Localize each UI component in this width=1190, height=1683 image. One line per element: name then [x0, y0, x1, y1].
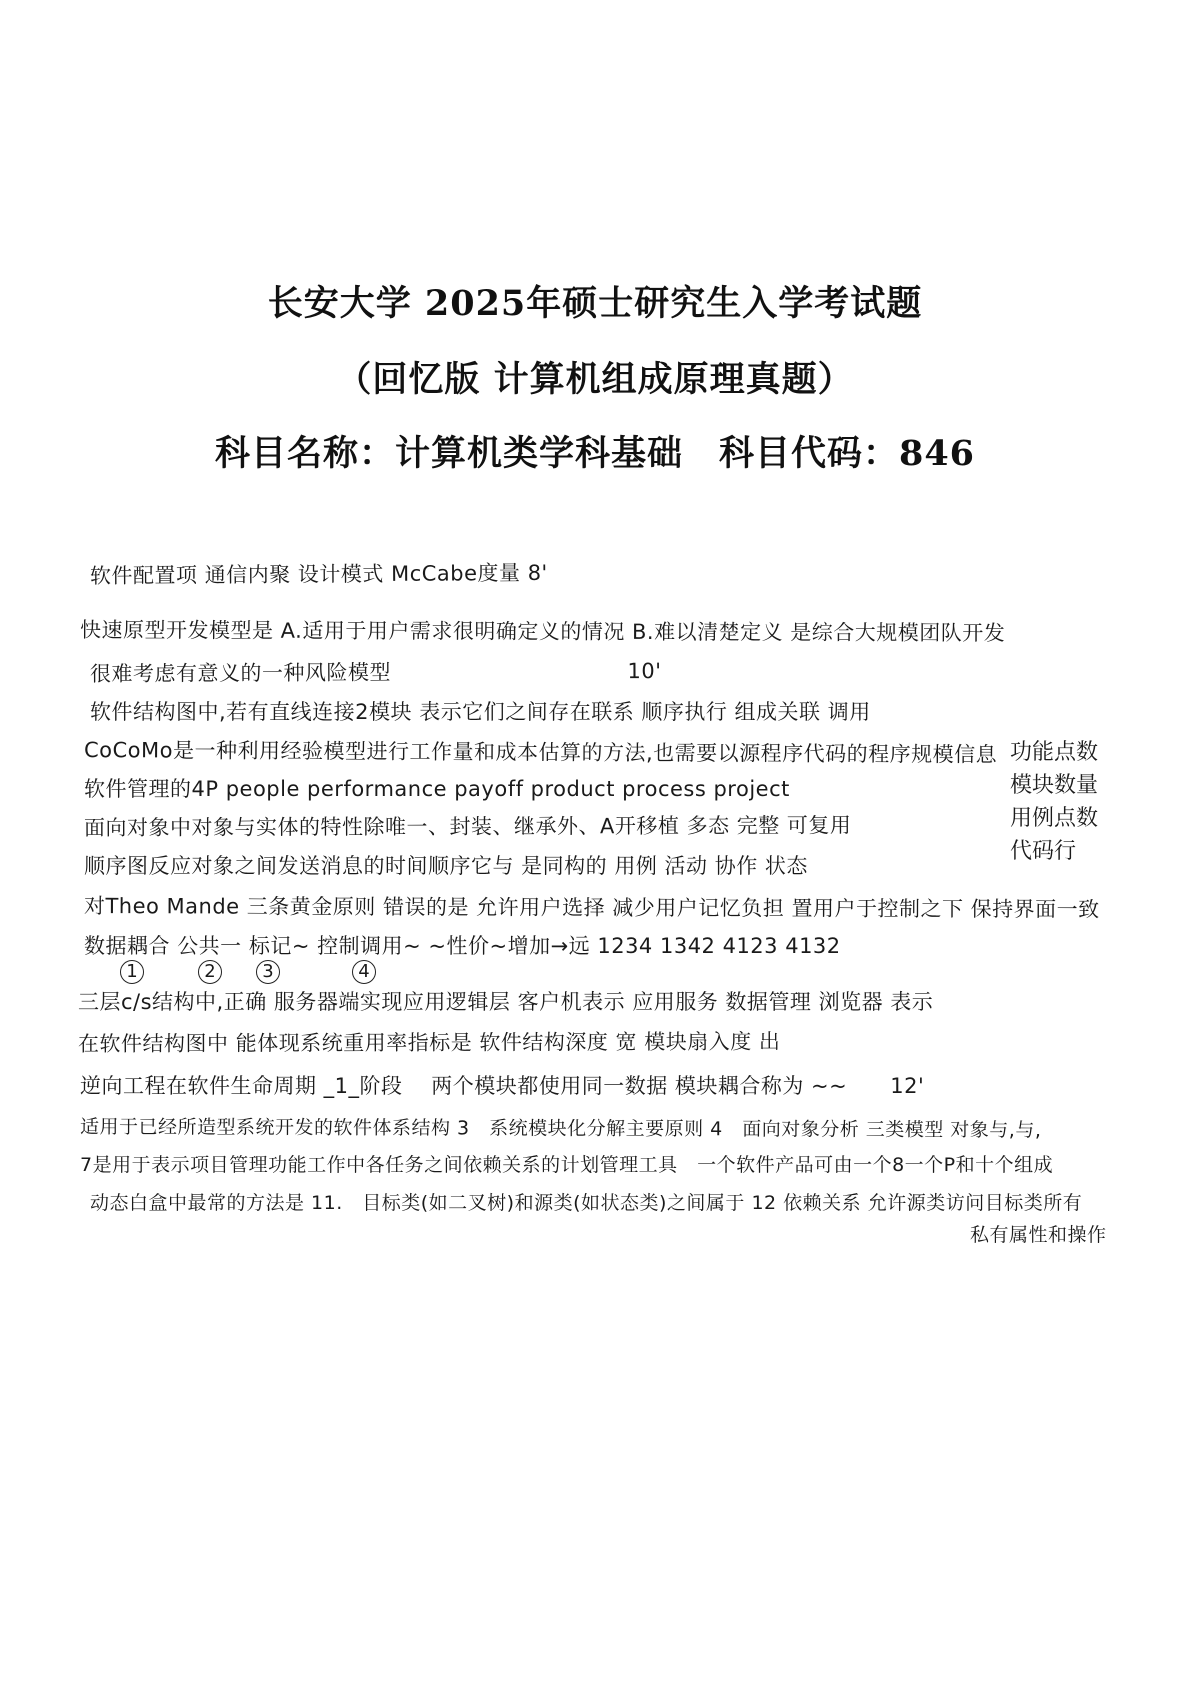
note-line: 软件结构图中,若有直线连接2模块 表示它们之间存在联系 顺序执行 组成关联 调用	[90, 700, 871, 724]
note-line: 软件管理的4P people performance payoff product process project	[84, 777, 790, 801]
side-note-2: 模块数量	[1010, 773, 1099, 798]
note-line: 快速原型开发模型是 A.适用于用户需求很明确定义的情况 B.难以清楚定义 是综合大规模团队开发	[79, 618, 1006, 646]
note-line: 在软件结构图中 能体现系统重用率指标是 软件结构深度 宽 模块扇入度 出	[77, 1029, 781, 1056]
note-line: 私有属性和操作	[970, 1224, 1107, 1246]
circled-number: 4	[352, 960, 376, 984]
note-line: 7是用于表示项目管理功能工作中各任务之间依赖关系的计划管理工具 一个软件产品可由一个8一个P和十个组成	[80, 1154, 1054, 1176]
note-line: CoCoMo是一种利用经验模型进行工作量和成本估算的方法,也需要以源程序代码的程序规模信息	[83, 738, 998, 767]
note-line: 顺序图反应对象之间发送消息的时间顺序它与 是同构的 用例 活动 协作 状态	[84, 854, 808, 878]
side-note-1: 功能点数	[1010, 740, 1099, 765]
circled-number: 3	[256, 960, 280, 984]
note-line: 三层c/s结构中,正确 服务器端实现应用逻辑层 客户机表示 应用服务 数据管理 浏览器 表示	[78, 990, 934, 1014]
note-line: 对Theo Mande 三条黄金原则 错误的是 允许用户选择 减少用户记忆负担 置用户于控制之下 保持界面一致	[83, 894, 1100, 922]
handwritten-notes	[70, 560, 1130, 1340]
note-line: 面向对象中对象与实体的特性除唯一、封装、继承外、A开移植 多态 完整 可复用	[83, 813, 852, 840]
note-line: 很难考虑有意义的一种风险模型 10'	[89, 659, 662, 686]
circled-number: 1	[120, 960, 144, 984]
note-line: 动态白盒中最常的方法是 11. 目标类(如二叉树)和源类(如状态类)之间属于 12 依赖关系 允许源类访问目标类所有	[90, 1192, 1083, 1214]
exam-subtitle: （回忆版 计算机组成原理真题）	[336, 359, 854, 400]
subject-line: 科目名称：计算机类学科基础 科目代码：846	[214, 433, 976, 474]
exam-title: 长安大学 2025年硕士研究生入学考试题	[267, 283, 923, 324]
note-line: 逆向工程在软件生命周期 _1_阶段 两个模块都使用同一数据 模块耦合称为 ~~ 12'	[80, 1074, 925, 1098]
note-line: 适用于已经所造型系统开发的软件体系结构 3 系统模块化分解主要原则 4 面向对象分析 三类模型 对象与,与,	[79, 1116, 1042, 1142]
note-line: 数据耦合 公共一 标记~ 控制调用~ ~性价~增加→远 1234 1342 4123 4132	[84, 934, 841, 958]
side-note-4: 代码行	[1010, 839, 1077, 864]
side-note-3: 用例点数	[1010, 806, 1099, 831]
circled-number: 2	[198, 960, 222, 984]
note-line: 软件配置项 通信内聚 设计模式 McCabe度量 8'	[89, 560, 548, 588]
